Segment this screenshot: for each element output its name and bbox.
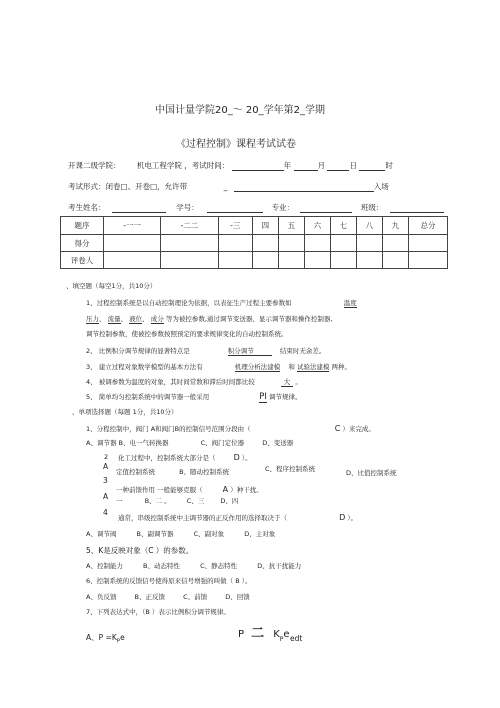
mc-question-2-text: 化工过程中，控制系统大部分是（ xyxy=(118,454,216,462)
question-4-tail: 。 xyxy=(295,378,302,386)
mc-option: B、副调节器 xyxy=(136,530,174,538)
mc-question-1-tail: ）来完成。 xyxy=(342,425,375,433)
major-label: 专业： xyxy=(271,203,295,212)
question-3-tail: 两种。 xyxy=(331,363,352,371)
score-row-label: 得分 xyxy=(61,235,104,252)
mc-question-4-text: 通常，串级控制系统中主调节器的正反作用的选择取决于（ xyxy=(118,514,287,522)
mc-question-4-tail: ）。 xyxy=(347,514,358,522)
mc-option: B、随动控制系统 xyxy=(179,468,230,476)
year-label: 年 xyxy=(283,161,292,170)
mc-option: C、前馈 xyxy=(183,593,208,601)
formula-a-sub: P xyxy=(116,638,121,645)
mc-option: D、四 xyxy=(220,497,239,505)
grader-cell[interactable] xyxy=(161,252,218,269)
formula-b-edt: edt xyxy=(290,634,303,643)
answer-fill: 压力 xyxy=(86,315,99,323)
score-cell[interactable] xyxy=(104,235,161,252)
mc-option: C、阀门定位器 xyxy=(200,439,245,447)
question-1-line-a xyxy=(86,298,357,308)
mc-option: D、主对象 xyxy=(244,530,276,538)
answer-fill: PI xyxy=(259,392,267,402)
grader-cell[interactable] xyxy=(330,252,356,269)
question-3-line xyxy=(86,362,351,372)
answer-fill: 积分调节 xyxy=(228,346,272,356)
table-header-cell: -一一 xyxy=(104,217,161,235)
mc-option: A、调节器 B、电一气转换器 xyxy=(86,439,169,447)
college-line xyxy=(68,160,393,171)
mc-options-6 xyxy=(86,592,250,601)
table-header-cell: 四 xyxy=(252,217,278,235)
mc-answer: A xyxy=(222,485,229,494)
mc-answer: D xyxy=(233,453,240,462)
table-header-cell: 总分 xyxy=(409,217,448,235)
class-label: 班级： xyxy=(360,203,384,212)
entry-label: 入场 xyxy=(373,182,389,191)
mc-option-letter: A xyxy=(103,462,109,471)
mc-option: D、回馈 xyxy=(225,593,250,601)
mc-option: C、静态特性 xyxy=(200,562,238,570)
mc-option: D、变送器 xyxy=(262,439,294,447)
exam-form-label: 考试形式：闭卷□、开卷□，允许带 xyxy=(68,182,188,191)
section1-title: 、填空题（每空1分，共10分） xyxy=(66,282,157,290)
mc-option: 定值控制系统 xyxy=(116,468,155,476)
grader-cell[interactable] xyxy=(356,252,382,269)
mc-question-3-number: 3 xyxy=(103,476,108,485)
name-label: 考生姓名： xyxy=(68,203,106,212)
mc-option: C、三 xyxy=(186,497,205,505)
table-header-cell: 九 xyxy=(382,217,408,235)
mc-question-2-number: 2 xyxy=(104,453,109,461)
mc-question-1-text: 1、分程控制中，阀门 A和阀门B的控制信号范围分段由（ xyxy=(86,425,251,433)
grader-cell[interactable] xyxy=(382,252,408,269)
question-5-text: 5、 简单均匀控制系统中的调节器一般采用 xyxy=(86,393,210,401)
mc-options-1 xyxy=(86,438,293,447)
score-cell[interactable] xyxy=(382,235,408,252)
mc-question-7: 7、下列表达式中，（B ）表示比例积分调节规律。 xyxy=(86,608,230,616)
table-header-cell: 八 xyxy=(356,217,382,235)
formula-b-k: K xyxy=(273,629,280,640)
question-1-text: 1、过程控制系统是以自动控制理论为依据，以表征生产过程主要参数如 xyxy=(86,299,292,307)
id-field[interactable] xyxy=(207,212,263,213)
allowed-items-field[interactable] xyxy=(234,191,374,192)
grader-cell[interactable] xyxy=(104,252,161,269)
mc-question-1 xyxy=(86,424,375,433)
underscore-mark: _ xyxy=(223,182,228,191)
mc-option: A、负反馈 xyxy=(86,593,117,601)
table-header-cell: 七 xyxy=(330,217,356,235)
question-2-tail: 结束时无余差。 xyxy=(279,347,326,355)
answer-fill: 流量 xyxy=(107,315,121,323)
mc-question-3-tail: ）种干扰。 xyxy=(230,486,263,494)
question-1-text: 等为被控参数,通过调节变送器、显示调节器和操作控制器, xyxy=(165,315,333,323)
mc-option: B、动态特性 xyxy=(143,562,180,570)
score-cell[interactable] xyxy=(356,235,382,252)
year-field[interactable] xyxy=(232,170,284,171)
formula-a-text: A、P =K xyxy=(86,633,117,642)
question-4-line xyxy=(86,377,302,387)
score-table xyxy=(60,216,448,269)
table-header-cell: 六 xyxy=(304,217,330,235)
grader-cell[interactable] xyxy=(278,252,304,269)
formula-b-sub: P xyxy=(279,636,284,644)
major-field[interactable] xyxy=(300,212,352,213)
table-header-cell: 五 xyxy=(278,217,304,235)
mc-options-4 xyxy=(86,529,275,538)
exam-time-label: ，考试时间： xyxy=(184,161,230,170)
question-2-line xyxy=(86,346,325,356)
day-label: 日 xyxy=(349,161,357,170)
formula-a-tail: e xyxy=(120,633,125,642)
score-cell[interactable] xyxy=(218,235,252,252)
month-field[interactable] xyxy=(294,170,318,171)
question-1-line-c: 调节控制参数，使被控参数按照预定的要求规律变化的自动控制系统。 xyxy=(86,330,288,338)
grader-row-label: 评卷人 xyxy=(61,252,104,269)
grader-cell[interactable] xyxy=(304,252,330,269)
score-table-header-row xyxy=(61,217,448,235)
mc-option: A、调节阀 xyxy=(86,530,117,538)
table-header-cell: -三 xyxy=(218,217,252,235)
score-cell[interactable] xyxy=(409,235,448,252)
formula-option-b xyxy=(238,622,290,643)
question-5-line xyxy=(86,392,302,403)
question-2-text: 2、 比例积分调节规律的显著特点是 xyxy=(86,347,190,355)
formula-option-a xyxy=(86,632,125,645)
exam-form-line xyxy=(68,181,389,192)
score-row xyxy=(61,235,448,252)
formula-b-e: e xyxy=(283,629,290,640)
question-3-and: 和 xyxy=(288,363,295,371)
score-cell[interactable] xyxy=(278,235,304,252)
mc-question-6: 6、控制系统的反馈信号使得原来信号增强的叫做（ B ）。 xyxy=(86,577,252,585)
formula-b-equals: 二 xyxy=(251,626,265,641)
question-3-text: 3、 建立过程对象数学模型的基本方法有 xyxy=(86,363,203,371)
answer-fill: 成分 xyxy=(150,315,164,323)
score-cell[interactable] xyxy=(161,235,218,252)
mc-option: D、比值控制系统 xyxy=(346,469,397,477)
mc-options-2 xyxy=(116,467,229,476)
mc-option: B、正反馈 xyxy=(134,593,165,601)
score-cell[interactable] xyxy=(330,235,356,252)
mc-question-2 xyxy=(118,453,252,462)
college-value: 机电工程学院 xyxy=(136,161,182,170)
answer-fill: 试验法建模 xyxy=(296,363,330,371)
mc-answer: D xyxy=(339,513,346,522)
day-field[interactable] xyxy=(327,170,349,171)
mc-question-4-number: 4 xyxy=(103,508,108,517)
grader-cell[interactable] xyxy=(218,252,252,269)
exam-course-title: 《过程控制》课程考试试卷 xyxy=(176,139,296,150)
mc-option: A、控制能力 xyxy=(86,562,123,570)
table-header-cell: 题序 xyxy=(61,217,104,235)
mc-question-3 xyxy=(116,485,263,494)
score-cell[interactable] xyxy=(252,235,278,252)
mc-options-3 xyxy=(116,496,238,505)
section2-title: 、单项选择题（每题 1分，共10分） xyxy=(72,408,178,416)
question-5-tail: 调节规律。 xyxy=(269,393,302,401)
mc-option: C、副对象 xyxy=(193,530,225,538)
hour-label: 时 xyxy=(385,161,393,170)
mc-options-5 xyxy=(86,561,301,570)
answer-fill: 机理分析法建模 xyxy=(234,363,281,371)
exam-header-title: 中国计量学院20_〜 20_学年第2_学期 xyxy=(155,105,325,116)
table-header-cell: -二二 xyxy=(161,217,218,235)
formula-b-p: P xyxy=(238,629,245,640)
answer-fill: 大 xyxy=(281,377,294,387)
month-label: 月 xyxy=(317,161,326,170)
student-info-line xyxy=(68,202,444,213)
question-1-line-b: 压力、 流量、 液位、 成分 等为被控参数,通过调节变送器、显示调节器和操作控制器, xyxy=(86,315,333,323)
class-field[interactable] xyxy=(390,212,444,213)
mc-question-2-tail: ）。 xyxy=(241,454,252,462)
mc-answer: C xyxy=(334,424,341,433)
grader-cell[interactable] xyxy=(409,252,448,269)
college-label: 开课二级学院： xyxy=(68,161,121,170)
question-4-text: 4、 被调参数为温度的对象，其时间常数和滞后时间都比较 xyxy=(86,378,255,386)
answer-fill: 温度 xyxy=(343,299,357,307)
mc-option-letter: A xyxy=(103,492,109,501)
name-field[interactable] xyxy=(112,212,166,213)
hour-field[interactable] xyxy=(359,170,385,171)
mc-question-5: 5、K是反映对象（C ）的参数。 xyxy=(86,546,194,555)
mc-option: B、二 。 xyxy=(144,497,171,505)
mc-question-3-text: 一种前馈作用 一般能够克服（ xyxy=(116,486,203,494)
answer-fill: 液位 xyxy=(129,315,143,323)
mc-question-4 xyxy=(118,513,357,522)
grader-row xyxy=(61,252,448,269)
mc-option: 一 xyxy=(116,497,123,505)
mc-option: D、抗干扰能力 xyxy=(257,562,302,570)
grader-cell[interactable] xyxy=(252,252,278,269)
score-cell[interactable] xyxy=(304,235,330,252)
mc-option: C、程序控制系统 xyxy=(265,465,316,473)
id-label: 学号： xyxy=(176,203,199,212)
